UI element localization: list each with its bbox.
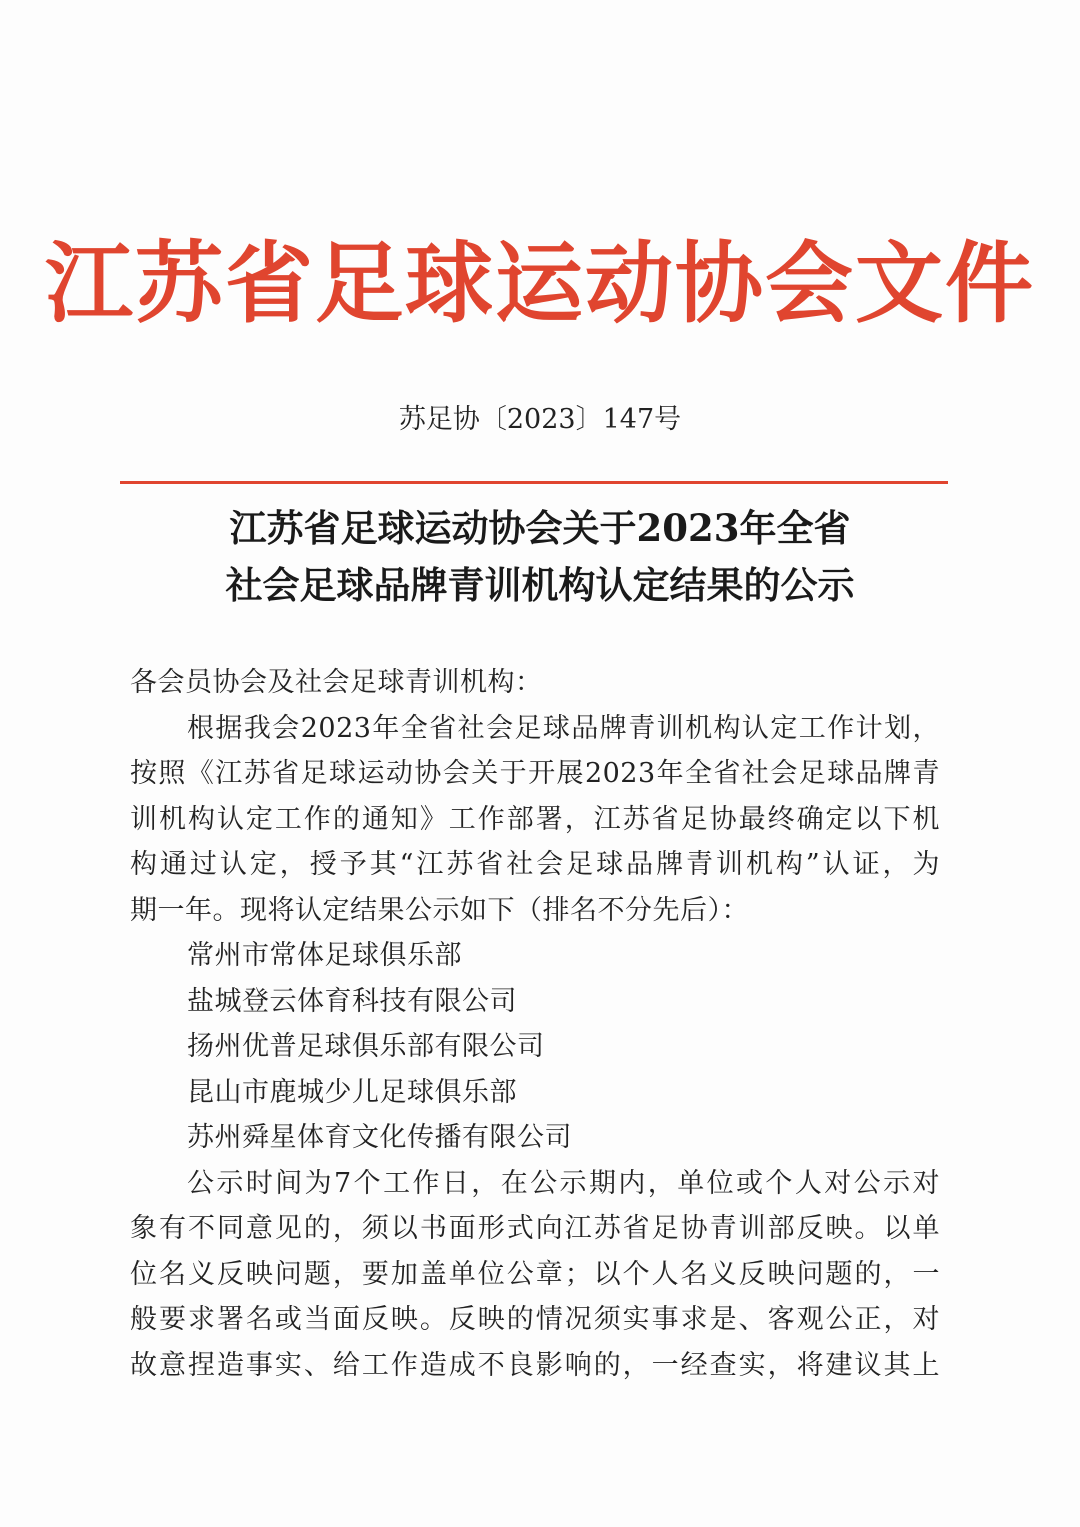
- notice-title-line-2: 社会足球品牌青训机构认定结果的公示: [225, 563, 855, 607]
- paragraph-line: 般要求署名或当面反映。反映的情况须实事求是、客观公正，对: [130, 1304, 940, 1335]
- paragraph-line: 按照《江苏省足球运动协会关于开展2023年全省社会足球品牌青: [130, 758, 940, 789]
- paragraph-1: [130, 706, 940, 934]
- paragraph-2: [130, 1161, 940, 1389]
- institution-item: 盐城登云体育科技有限公司: [187, 985, 517, 1017]
- notice-body: [130, 660, 940, 1388]
- salutation: 各会员协会及社会足球青训机构：: [130, 667, 543, 698]
- paragraph-line: 根据我会2023年全省社会足球品牌青训机构认定工作计划，: [187, 712, 940, 744]
- institution-list: [130, 933, 940, 1161]
- institution-item: 苏州舜星体育文化传播有限公司: [187, 1122, 572, 1153]
- paragraph-line: 构通过认定，授予其“江苏省社会足球品牌青训机构”认证，为: [130, 849, 940, 880]
- paragraph-line: 公示时间为7个工作日，在公示期内，单位或个人对公示对: [187, 1167, 940, 1199]
- red-divider-line: [120, 481, 948, 484]
- paragraph-line: 位名义反映问题，要加盖单位公章；以个人名义反映问题的，一: [130, 1258, 940, 1290]
- org-document-header: 江苏省足球运动协会文件: [44, 231, 1035, 335]
- paragraph-line: 故意捏造事实、给工作造成不良影响的，一经查实，将建议其上: [130, 1349, 940, 1381]
- paragraph-line: 象有不同意见的，须以书面形式向江苏省足协青训部反映。以单: [130, 1213, 940, 1244]
- notice-title-line-1: 江苏省足球运动协会关于2023年全省: [229, 506, 851, 550]
- document-number: 苏足协〔2023〕147号: [398, 404, 682, 435]
- paragraph-line: 期一年。现将认定结果公示如下（排名不分先后）：: [130, 894, 749, 926]
- institution-item: 昆山市鹿城少儿足球俱乐部: [187, 1076, 517, 1108]
- institution-item: 常州市常体足球俱乐部: [187, 940, 462, 971]
- paragraph-line: 训机构认定工作的通知》工作部署，江苏省足协最终确定以下机: [130, 803, 940, 835]
- institution-item: 扬州优普足球俱乐部有限公司: [187, 1031, 545, 1062]
- notice-title: [0, 500, 1080, 614]
